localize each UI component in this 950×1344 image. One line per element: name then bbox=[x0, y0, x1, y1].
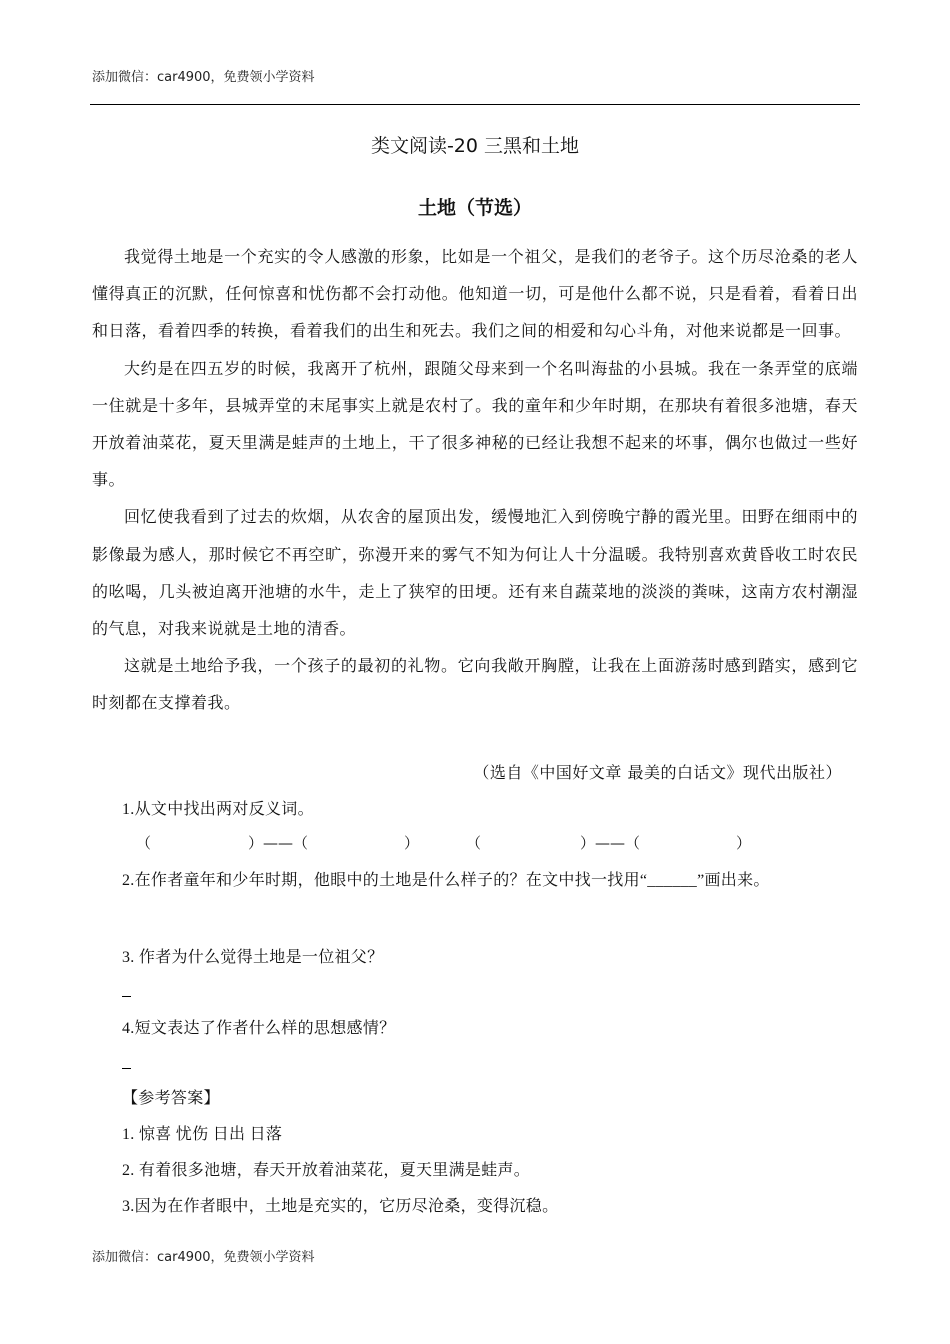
question-2: 2.在作者童年和少年时期，他眼中的土地是什么样子的？在文中找一找用“______”画出来。 bbox=[122, 872, 770, 889]
blank-connector-2: ）——（ bbox=[580, 834, 641, 852]
blank-connector-1: ）——（ bbox=[248, 834, 309, 852]
answer-line-4 bbox=[122, 1068, 131, 1069]
footer-note: 添加微信：car4900，免费领小学资料 bbox=[92, 1250, 315, 1265]
source-citation: （选自《中国好文章 最美的白话文》现代出版社） bbox=[473, 763, 842, 782]
question-3: 3. 作者为什么觉得土地是一位祖父？ bbox=[122, 949, 384, 966]
answer-1: 1. 惊喜 忧伤 日出 日落 bbox=[122, 1126, 283, 1143]
blank-paren-open-1: （ bbox=[136, 834, 152, 852]
header-note: 添加微信：car4900，免费领小学资料 bbox=[92, 70, 315, 85]
answer-3: 3.因为在作者眼中，土地是充实的，它历尽沧桑，变得沉稳。 bbox=[122, 1198, 559, 1215]
header-divider bbox=[90, 104, 860, 105]
answer-2: 2. 有着很多池塘，春天开放着油菜花，夏天里满是蛙声。 bbox=[122, 1162, 531, 1179]
passage-body bbox=[92, 238, 858, 722]
question-1: 1.从文中找出两对反义词。 bbox=[122, 801, 314, 818]
blank-paren-close-2: ） bbox=[736, 834, 752, 852]
passage-subtitle: 土地（节选） bbox=[417, 197, 532, 219]
answer-line-3 bbox=[122, 996, 131, 997]
paragraph-2: 大约是在四五岁的时候，我离开了杭州，跟随父母来到一个名叫海盐的小县城。我在一条弄堂的底端一住就是十多年，县城弄堂的末尾事实上就是农村了。我的童年和少年时期，在那块有着很多池塘，春天开放着油菜花，夏天里满是蛙声的土地上，干了很多神秘的已经让我想不起来的坏事，偶尔也做过一些好事。 bbox=[92, 358, 858, 490]
paragraph-4: 这就是土地给予我，一个孩子的最初的礼物。它向我敞开胸膛，让我在上面游荡时感到踏实，感到它时刻都在支撑着我。 bbox=[92, 656, 858, 713]
question-4: 4.短文表达了作者什么样的思想感情？ bbox=[122, 1020, 396, 1037]
blank-paren-close-1: ） bbox=[404, 834, 420, 852]
blank-paren-open-2: （ bbox=[466, 834, 482, 852]
page-title: 类文阅读-20 三黑和土地 bbox=[370, 135, 580, 157]
answer-heading: 【参考答案】 bbox=[122, 1090, 220, 1107]
paragraph-1: 我觉得土地是一个充实的令人感激的形象，比如是一个祖父，是我们的老爷子。这个历尽沧桑的老人懂得真正的沉默，任何惊喜和忧伤都不会打动他。他知道一切，可是他什么都不说，只是看着，看着日出和日落，看着四季的转换，看着我们的出生和死去。我们之间的相爱和勾心斗角，对他来说都是一回事。 bbox=[92, 247, 858, 341]
paragraph-3: 回忆使我看到了过去的炊烟，从农舍的屋顶出发，缓慢地汇入到傍晚宁静的霞光里。田野在细雨中的影像最为感人，那时候它不再空旷，弥漫开来的雾气不知为何让人十分温暖。我特别喜欢黄昏收工时农民的吆喝，几头被迫离开池塘的水牛，走上了狭窄的田埂。还有来自蔬菜地的淡淡的粪味，这南方农村潮湿的气息，对我来说就是土地的清香。 bbox=[92, 507, 858, 639]
